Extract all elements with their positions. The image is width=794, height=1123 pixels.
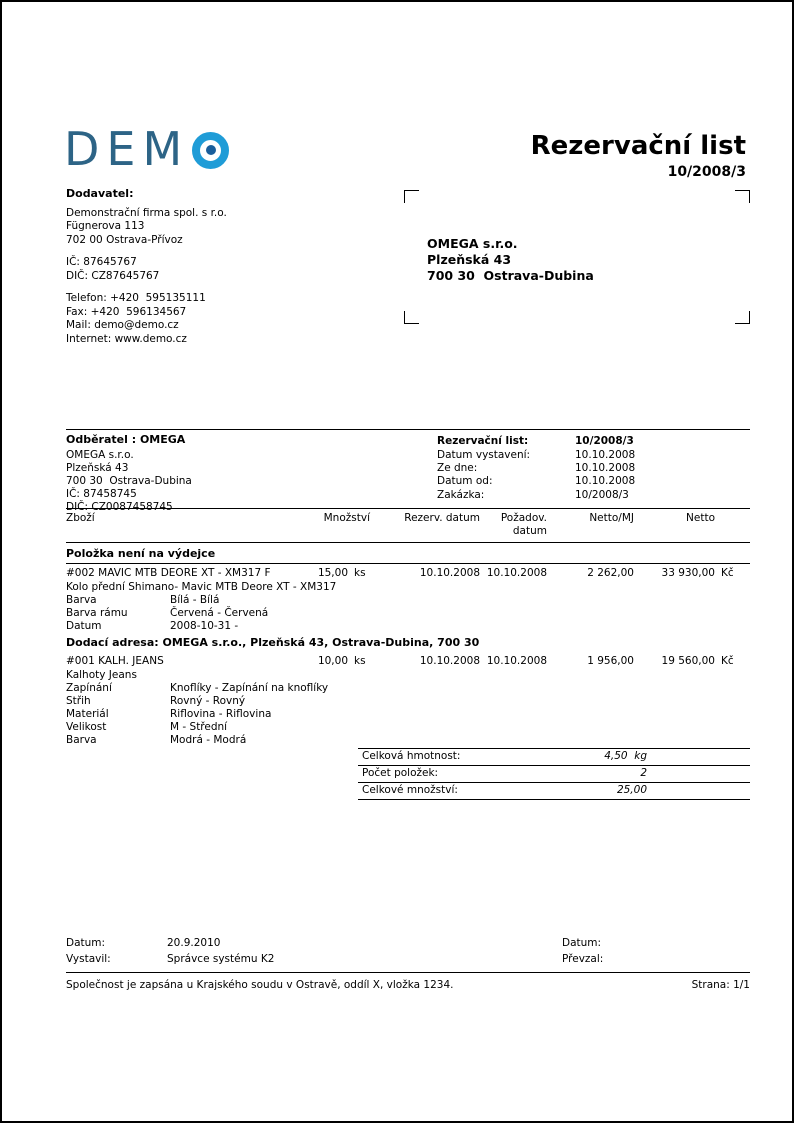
param-value: Knoflíky - Zapínání na knoflíky (170, 682, 329, 694)
column-header-netto: Netto (686, 512, 715, 524)
item-required-date: 10.10.2008 (486, 655, 547, 667)
supplier-address-group (66, 207, 227, 248)
info-value: 10.10.2008 (575, 462, 636, 475)
demo-logo-o-icon (192, 132, 229, 169)
item-row (66, 655, 750, 668)
param-value: Rovný - Rovný (170, 695, 246, 707)
item-quantity: 10,00 (317, 655, 348, 667)
footer-fields (66, 935, 750, 967)
item-param-row (66, 708, 750, 721)
info-row-issue-date (437, 449, 750, 462)
param-value: Červená - Červená (170, 607, 269, 619)
footer-issued-row (66, 951, 750, 967)
document-number: 10/2008/3 (667, 164, 746, 180)
column-header-goods: Zboží (66, 512, 95, 524)
delivery-address: Dodací adresa: OMEGA s.r.o., Plzeňská 43, Ostrava-Dubina, 700 30 (66, 636, 480, 649)
param-value: M - Střední (170, 721, 228, 733)
footer-date-row (66, 935, 750, 951)
total-weight-row (358, 749, 750, 766)
column-header-quantity: Množství (323, 512, 370, 524)
corner-mark-bottom-right (735, 311, 750, 324)
supplier-internet: Internet: www.demo.cz (66, 332, 187, 345)
column-header-required-date: Požadov. datum (500, 512, 547, 537)
total-quantity-value: 25,00 (616, 784, 647, 796)
totals-spacer (647, 767, 750, 780)
item-netto-per-unit: 2 262,00 (587, 567, 634, 579)
param-label: Barva (66, 594, 97, 606)
demo-logo (64, 122, 229, 176)
item-param-row (66, 734, 750, 747)
total-weight-value: 4,50 kg (604, 750, 647, 762)
info-row-document (437, 434, 750, 449)
customer-city: 700 30 Ostrava-Dubina (66, 475, 192, 487)
supplier-ids-group (66, 256, 227, 283)
supplier-street: Fügnerova 113 (66, 220, 145, 232)
customer-name: OMEGA s.r.o. (66, 449, 134, 461)
footer-date2-label: Datum: (562, 937, 602, 949)
item-param-row (66, 620, 750, 633)
item-quantity: 15,00 (317, 567, 348, 579)
items-table (66, 508, 750, 800)
param-value: 2008-10-31 - (170, 620, 239, 632)
corner-mark-top-left (404, 190, 419, 203)
footer-bottom (66, 972, 750, 991)
item-unit: ks (354, 567, 366, 579)
info-row-valid-from (437, 475, 750, 488)
total-item-count-label: Počet položek: (362, 767, 439, 779)
footer-date-label: Datum: (66, 937, 106, 949)
footer-issued-by-value: Správce systému K2 (167, 953, 275, 965)
info-label: Datum od: (437, 475, 493, 488)
recipient-name: OMEGA s.r.o. (427, 236, 518, 251)
item-description: Kolo přední Shimano- Mavic MTB Deore XT - XM317 (66, 581, 337, 593)
item-unit: ks (354, 655, 366, 667)
supplier-heading: Dodavatel: (66, 187, 134, 200)
document-header (531, 131, 746, 180)
item-reserve-date: 10.10.2008 (419, 567, 480, 579)
param-label: Střih (66, 695, 91, 707)
customer-ic: IČ: 87458745 (66, 488, 137, 500)
total-quantity-row (358, 783, 750, 800)
item-netto: 19 560,00 (661, 655, 715, 667)
info-label: Zakázka: (437, 488, 485, 501)
info-label: Ze dne: (437, 462, 478, 475)
customer-heading: Odběratel : OMEGA (66, 433, 186, 446)
item-param-row (66, 695, 750, 708)
total-quantity-label: Celkové množství: (362, 784, 458, 796)
corner-mark-bottom-left (404, 311, 419, 324)
item-param-row (66, 682, 750, 695)
recipient-city: 700 30 Ostrava-Dubina (427, 268, 594, 283)
info-label: Rezervační list: (437, 435, 529, 447)
supplier-city: 702 00 Ostrava-Přívoz (66, 233, 183, 246)
totals-spacer (647, 784, 750, 797)
item-description: Kalhoty Jeans (66, 669, 137, 681)
customer-section (66, 429, 750, 514)
column-header-netto-per-unit: Netto/MJ (589, 512, 634, 524)
totals-spacer (647, 750, 750, 763)
item-netto: 33 930,00 (661, 567, 715, 579)
item-name: #002 MAVIC MTB DEORE XT - XM317 F (66, 567, 271, 579)
supplier-dic: DIČ: CZ87645767 (66, 269, 160, 282)
document-info-block (437, 434, 750, 502)
param-value: Modrá - Modrá (170, 734, 247, 746)
param-value: Bílá - Bílá (170, 594, 220, 606)
supplier-name: Demonstrační firma spol. s r.o. (66, 206, 227, 219)
total-weight-label: Celková hmotnost: (362, 750, 461, 762)
customer-dic: DIČ: CZ0087458745 (66, 501, 173, 513)
info-value: 10.10.2008 (575, 475, 636, 488)
demo-logo-dot-icon (206, 145, 216, 155)
info-label: Datum vystavení: (437, 449, 531, 461)
param-label: Datum (66, 620, 102, 632)
total-item-count-row (358, 766, 750, 783)
param-label: Barva rámu (66, 607, 128, 619)
item-currency: Kč (721, 655, 734, 667)
item-required-date: 10.10.2008 (486, 567, 547, 579)
item-row (66, 567, 750, 580)
corner-mark-top-right (735, 190, 750, 203)
info-value: 10/2008/3 (575, 435, 634, 447)
supplier-phone: Telefon: +420 595135111 (66, 292, 206, 304)
page-number: Strana: 1/1 (691, 979, 750, 991)
param-label: Velikost (66, 721, 107, 733)
supplier-mail: Mail: demo@demo.cz (66, 319, 179, 331)
item-param-row (66, 721, 750, 734)
supplier-block (66, 187, 227, 355)
registration-note: Společnost je zapsána u Krajského soudu v Ostravě, oddíl X, vložka 1234. (66, 979, 454, 991)
column-header-reserve-date: Rezerv. datum (404, 512, 480, 524)
info-value: 10/2008/3 (575, 488, 629, 501)
info-value: 10.10.2008 (575, 449, 636, 461)
customer-street: Plzeňská 43 (66, 462, 129, 474)
recipient-street: Plzeňská 43 (427, 252, 512, 267)
supplier-contacts-group (66, 292, 227, 346)
recipient-address-window (404, 190, 750, 324)
param-label: Zapínání (66, 682, 112, 694)
totals-box (358, 748, 750, 800)
demo-logo-letters: DEM (64, 122, 190, 176)
footer-date-value: 20.9.2010 (167, 937, 221, 949)
section-title: Položka není na výdejce (66, 543, 750, 564)
item-reserve-date: 10.10.2008 (419, 655, 480, 667)
item-param-row (66, 594, 750, 607)
document-title: Rezervační list (530, 131, 746, 161)
supplier-fax: Fax: +420 596134567 (66, 305, 187, 318)
table-header-row (66, 508, 750, 543)
item-currency: Kč (721, 567, 734, 579)
info-row-order (437, 489, 750, 502)
item-name: #001 KALH. JEANS (66, 655, 164, 667)
param-label: Materiál (66, 708, 109, 720)
total-item-count-value: 2 (640, 767, 647, 779)
info-row-from-date (437, 462, 750, 475)
item-param-row (66, 607, 750, 620)
footer-issued-by-label: Vystavil: (66, 953, 111, 965)
footer-received-by-label: Převzal: (562, 953, 604, 965)
item-netto-per-unit: 1 956,00 (587, 655, 634, 667)
supplier-ic: IČ: 87645767 (66, 256, 137, 268)
recipient-address (404, 190, 750, 284)
param-value: Riflovina - Riflovina (170, 708, 272, 720)
param-label: Barva (66, 734, 97, 746)
